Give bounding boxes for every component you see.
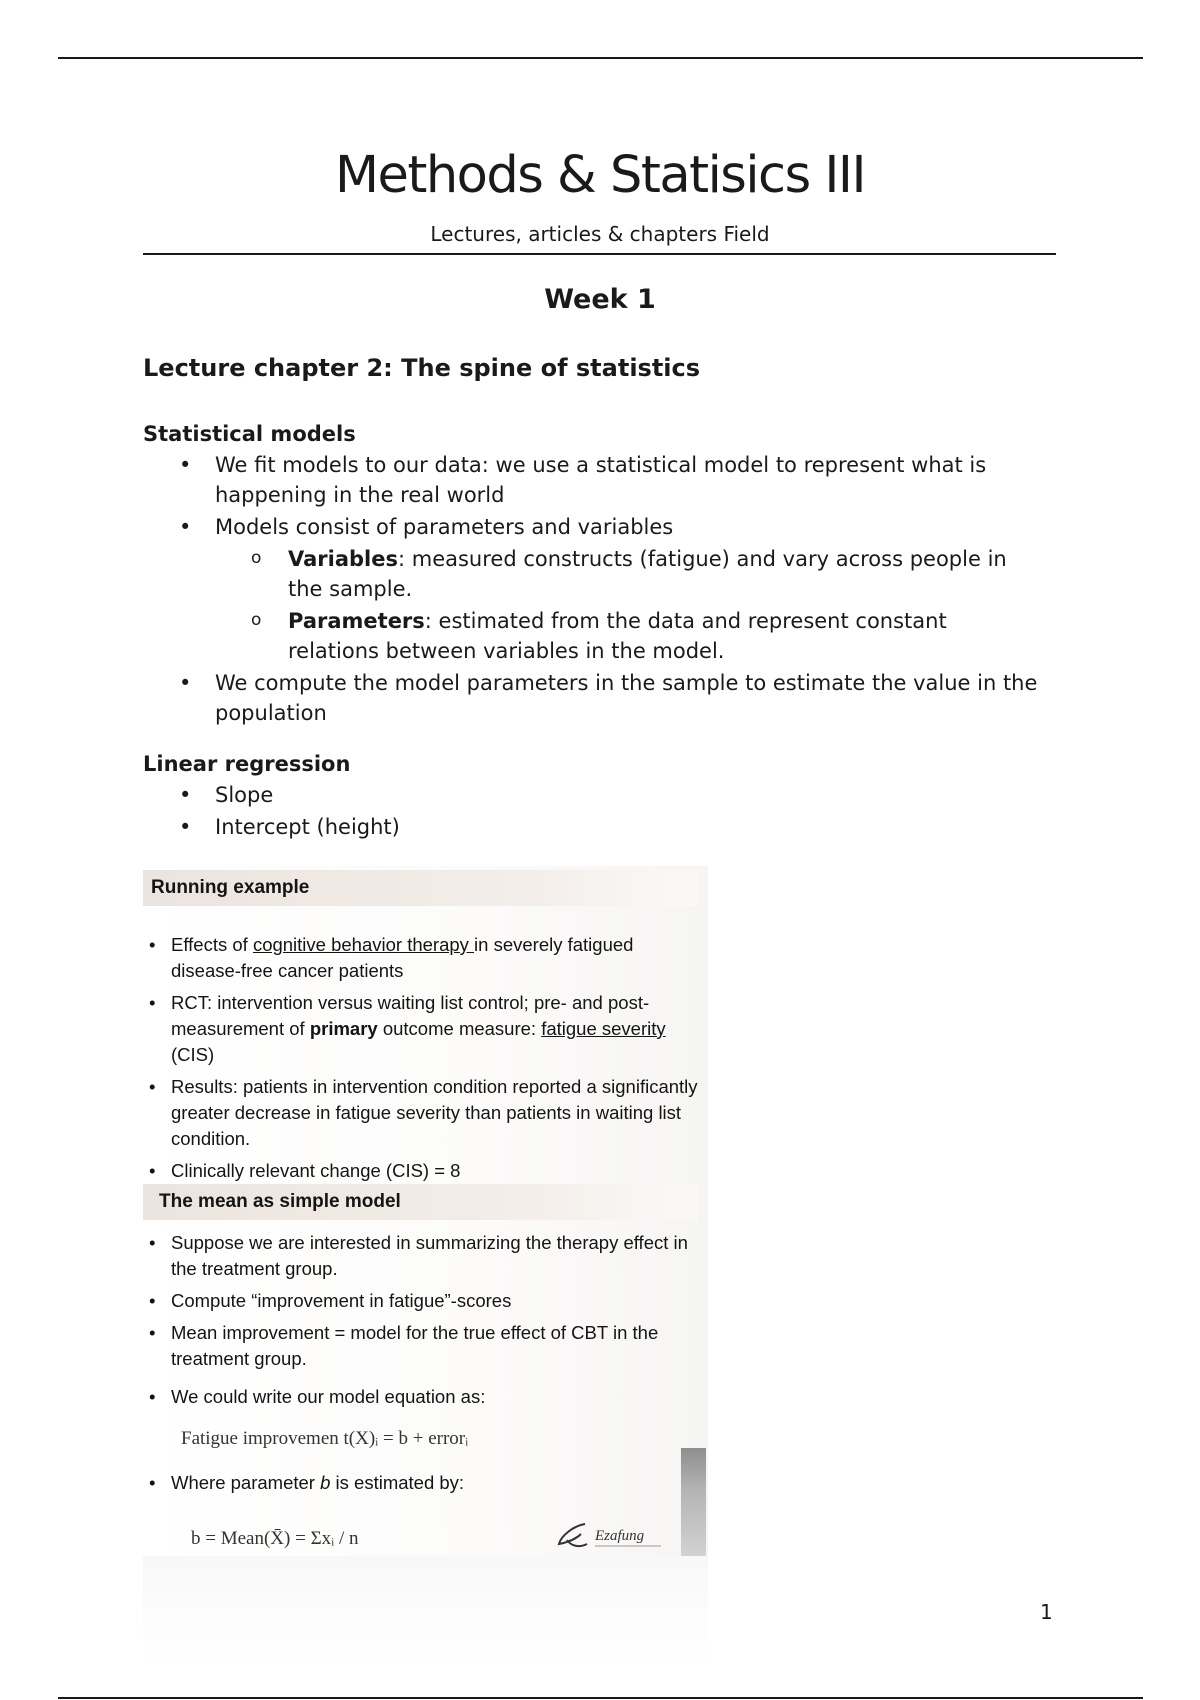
list-item: • We could write our model equation as: <box>143 1384 703 1410</box>
list-item: • Slope <box>143 780 1043 810</box>
list-item: • RCT: intervention versus waiting list control; pre- and post-measurement of primary outcome measure: fatigue severity (CIS) <box>143 990 703 1068</box>
logo-text: Ezafung <box>595 1528 645 1544</box>
university-logo <box>555 1516 665 1556</box>
mean-equation: b = Mean(X̄) = Σxᵢ / n <box>191 1528 359 1549</box>
statistical-models-list <box>143 450 1043 730</box>
list-item: • Clinically relevant change (CIS) = 8 <box>143 1158 703 1184</box>
list-item: • We fit models to our data: we use a statistical model to represent what is happening in the real world <box>143 450 1043 510</box>
list-item: • Mean improvement = model for the true effect of CBT in the treatment group. <box>143 1320 703 1372</box>
document-title: Methods & Statisics III <box>334 146 865 205</box>
list-item: • Effects of cognitive behavior therapy in severely fatigued disease-free cancer patients <box>143 932 703 984</box>
week-heading: Week 1 <box>544 284 656 315</box>
variables-term: Variables <box>288 547 398 571</box>
linear-regression-list <box>143 780 1043 844</box>
lecture-heading: Lecture chapter 2: The spine of statistics <box>143 354 701 382</box>
slide-edge-bar <box>681 1448 706 1556</box>
slide-header-running-example: Running example <box>143 870 698 906</box>
bottom-rule <box>58 1697 1143 1699</box>
running-example-list <box>143 932 703 1190</box>
list-item: • Models consist of parameters and variables <box>143 512 1043 542</box>
document-subtitle: Lectures, articles & chapters Field <box>430 222 770 246</box>
list-item <box>143 544 1043 604</box>
cbt-link-text: cognitive behavior therapy <box>252 934 475 955</box>
list-item: • Compute “improvement in fatigue”-scores <box>143 1288 703 1314</box>
list-item: • Results: patients in intervention condition reported a significantly greater decrease in fatigue severity than patients in waiting list condition. <box>143 1074 703 1152</box>
list-item: • We compute the model parameters in the sample to estimate the value in the population <box>143 668 1043 728</box>
list-item <box>143 606 1043 666</box>
fatigue-severity-text: fatigue severity <box>541 1018 666 1039</box>
list-item: • Intercept (height) <box>143 812 1043 842</box>
top-rule <box>58 57 1143 59</box>
model-equation: Fatigue improvemen t(X)ᵢ = b + errorᵢ <box>181 1428 469 1449</box>
slide-fade <box>143 1556 708 1666</box>
list-item: • Where parameter b is estimated by: <box>143 1470 703 1496</box>
list-item: • Suppose we are interested in summarizing the therapy effect in the treatment group. <box>143 1230 703 1282</box>
title-rule <box>143 253 1056 255</box>
statistical-models-heading: Statistical models <box>143 422 356 446</box>
parameters-text: : estimated from the data and represent constant relations between variables in the model. <box>288 609 947 663</box>
page-number: 1 <box>1040 1600 1053 1624</box>
embedded-slide <box>143 866 708 1556</box>
linear-regression-heading: Linear regression <box>143 752 351 776</box>
variables-text: : measured constructs (fatigue) and vary across people in the sample. <box>288 547 1007 601</box>
mean-model-list <box>143 1230 703 1416</box>
parameters-term: Parameters <box>288 609 425 633</box>
mean-model-list-2 <box>143 1470 703 1502</box>
slide-header-mean-model: The mean as simple model <box>143 1184 698 1220</box>
